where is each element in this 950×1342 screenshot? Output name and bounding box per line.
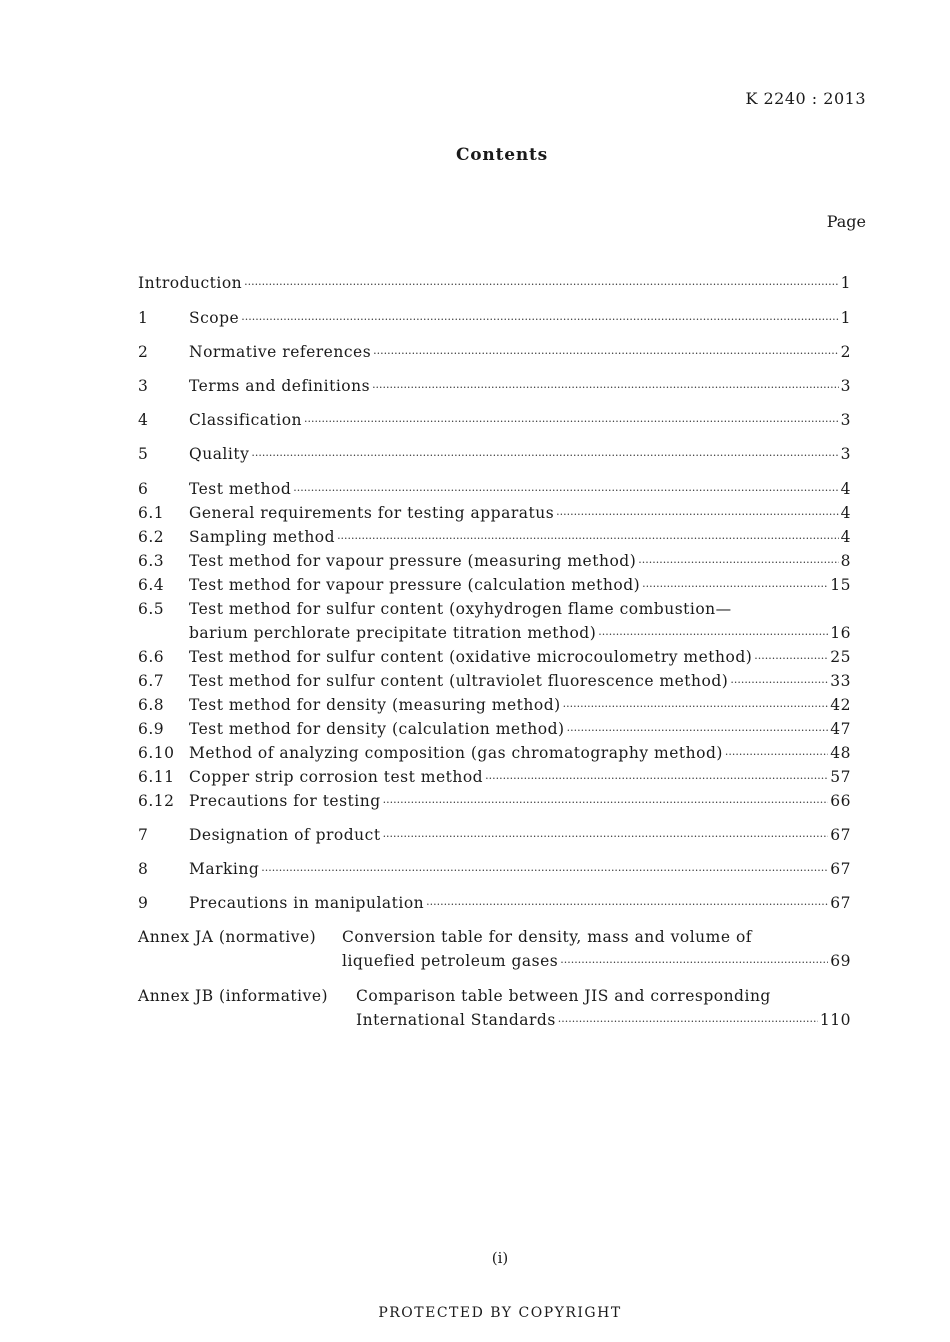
leader-dots xyxy=(304,415,839,428)
toc-entry-page: 57 xyxy=(830,768,851,786)
annex-page: 110 xyxy=(819,1011,851,1029)
leader-dots xyxy=(567,724,829,737)
toc-entry[interactable] xyxy=(138,377,851,399)
toc-entry-page: 4 xyxy=(840,480,851,498)
toc-entry-number: 6.2 xyxy=(138,528,165,546)
leader-dots xyxy=(563,700,829,713)
leader-dots xyxy=(383,796,829,809)
toc-entry-page: 66 xyxy=(830,792,851,810)
leader-dots xyxy=(638,556,838,569)
toc-entry-page: 67 xyxy=(830,860,851,878)
toc-entry[interactable] xyxy=(138,309,851,331)
leader-dots xyxy=(485,772,828,785)
leader-dots xyxy=(372,381,839,394)
toc-entry[interactable] xyxy=(138,480,851,502)
annex-prefix: Annex JB (informative) xyxy=(138,987,329,1005)
toc-entry-label: Test method for sulfur content (ultraviolet fluorescence method) xyxy=(189,672,729,690)
toc-entry-page: 3 xyxy=(840,445,851,463)
toc-entry-number: 6.3 xyxy=(138,552,165,570)
toc-entry[interactable] xyxy=(138,576,851,598)
leader-dots xyxy=(251,449,838,462)
toc-entry-page: 2 xyxy=(840,343,851,361)
toc-entry[interactable] xyxy=(138,648,851,670)
toc-entry-number: 6.9 xyxy=(138,720,165,738)
page-column-heading: Page xyxy=(826,212,866,231)
toc-entry-number: 6.5 xyxy=(138,600,165,618)
toc-entry-page: 67 xyxy=(830,894,851,912)
toc-entry[interactable] xyxy=(138,552,851,574)
leader-dots xyxy=(241,313,838,326)
toc-entry-label: Sampling method xyxy=(189,528,336,546)
leader-dots xyxy=(558,1015,818,1028)
annex-entry[interactable] xyxy=(138,987,851,1009)
annex-title-line1: Conversion table for density, mass and volume of xyxy=(342,928,753,946)
toc-entry-page: 48 xyxy=(830,744,851,762)
toc-entry-number: 6.1 xyxy=(138,504,165,522)
toc-entry-label: Precautions for testing xyxy=(189,792,381,810)
leader-dots xyxy=(725,748,828,761)
toc-entry-page: 25 xyxy=(830,648,851,666)
toc-entry-label: Test method xyxy=(189,480,292,498)
annex-page: 69 xyxy=(830,952,851,970)
toc-entry[interactable] xyxy=(138,744,851,766)
annex-entry-continuation[interactable] xyxy=(138,952,851,974)
toc-entry[interactable] xyxy=(138,672,851,694)
leader-dots xyxy=(598,628,828,641)
toc-entry[interactable] xyxy=(138,411,851,433)
toc-entry-label: Designation of product xyxy=(189,826,381,844)
toc-entry-label: Test method for density (measuring method) xyxy=(189,696,561,714)
toc-entry-label: Marking xyxy=(189,860,260,878)
toc-entry-number: 9 xyxy=(138,894,149,912)
toc-entry-page: 33 xyxy=(830,672,851,690)
toc-entry-label: General requirements for testing apparatus xyxy=(189,504,555,522)
toc-entry-page: 16 xyxy=(830,624,851,642)
toc-entry-page: 1 xyxy=(840,274,851,292)
toc-entry-label: Copper strip corrosion test method xyxy=(189,768,484,786)
toc-entry-number: 4 xyxy=(138,411,149,429)
leader-dots xyxy=(261,864,828,877)
leader-dots xyxy=(426,898,828,911)
toc-entry-label: Test method for vapour pressure (calculation method) xyxy=(189,576,641,594)
annex-entry-continuation[interactable] xyxy=(138,1011,851,1033)
toc-entry-page: 8 xyxy=(840,552,851,570)
toc-entry-label: Method of analyzing composition (gas chromatography method) xyxy=(189,744,723,762)
toc-entry-number: 2 xyxy=(138,343,149,361)
toc-entry-label: Classification xyxy=(189,411,303,429)
toc-entry-continuation[interactable] xyxy=(138,624,851,646)
annex-title-line2: International Standards xyxy=(356,1011,556,1029)
toc-entry-number: 6.12 xyxy=(138,792,175,810)
annex-prefix: Annex JA (normative) xyxy=(138,928,317,946)
toc-entry-number: 5 xyxy=(138,445,149,463)
toc-entry[interactable] xyxy=(138,528,851,550)
toc-entry[interactable] xyxy=(138,445,851,467)
toc-entry-label: Introduction xyxy=(138,274,243,292)
toc-entry-number: 7 xyxy=(138,826,149,844)
copyright-footer: PROTECTED BY COPYRIGHT xyxy=(378,1305,622,1321)
toc-entry[interactable] xyxy=(138,600,851,622)
toc-entry-label: Test method for vapour pressure (measuring method) xyxy=(189,552,637,570)
toc-entry-label: Quality xyxy=(189,445,250,463)
toc-entry-page: 67 xyxy=(830,826,851,844)
toc-entry-page: 1 xyxy=(840,309,851,327)
toc-entry-label: Precautions in manipulation xyxy=(189,894,425,912)
toc-entry-label: Normative references xyxy=(189,343,372,361)
toc-entry-page: 4 xyxy=(840,504,851,522)
leader-dots xyxy=(293,484,838,497)
toc-entry-page: 42 xyxy=(830,696,851,714)
toc-entry-number: 6.10 xyxy=(138,744,175,762)
toc-entry[interactable] xyxy=(138,504,851,526)
toc-entry-number: 6.7 xyxy=(138,672,165,690)
toc-entry[interactable] xyxy=(138,894,851,916)
toc-entry-label: Test method for sulfur content (oxidative microcoulometry method) xyxy=(189,648,753,666)
toc-entry[interactable] xyxy=(138,343,851,365)
toc-entry[interactable] xyxy=(138,860,851,882)
toc-entry[interactable] xyxy=(138,826,851,848)
toc-entry-number: 1 xyxy=(138,309,149,327)
toc-entry-label: Scope xyxy=(189,309,240,327)
toc-entry[interactable] xyxy=(138,720,851,742)
page-number: (i) xyxy=(491,1249,509,1267)
leader-dots xyxy=(244,278,838,291)
toc-entry-page: 15 xyxy=(830,576,851,594)
toc-entry-number: 6.6 xyxy=(138,648,165,666)
toc-entry-number: 6.11 xyxy=(138,768,175,786)
leader-dots xyxy=(730,676,828,689)
leader-dots xyxy=(373,347,838,360)
document-number: K 2240 : 2013 xyxy=(745,89,866,108)
toc-entry-page: 3 xyxy=(840,411,851,429)
toc-entry-label: Test method for sulfur content (oxyhydrogen flame combustion— xyxy=(189,600,732,618)
annex-title-line2: liquefied petroleum gases xyxy=(342,952,559,970)
toc-entry-label: Test method for density (calculation method) xyxy=(189,720,565,738)
toc-entry[interactable] xyxy=(138,696,851,718)
leader-dots xyxy=(556,508,838,521)
toc-entry[interactable] xyxy=(138,792,851,814)
toc-entry-page: 4 xyxy=(840,528,851,546)
page-title: Contents xyxy=(455,145,549,165)
toc-entry-number: 8 xyxy=(138,860,149,878)
leader-dots xyxy=(383,830,829,843)
toc-entry-label: barium perchlorate precipitate titration method) xyxy=(189,624,597,642)
annex-entry[interactable] xyxy=(138,928,851,950)
annex-title-line1: Comparison table between JIS and corresponding xyxy=(356,987,771,1005)
toc-entry[interactable] xyxy=(138,274,851,296)
toc-entry-number: 3 xyxy=(138,377,149,395)
leader-dots xyxy=(642,580,828,593)
toc-entry[interactable] xyxy=(138,768,851,790)
toc-entry-number: 6.4 xyxy=(138,576,165,594)
leader-dots xyxy=(337,532,839,545)
leader-dots xyxy=(560,956,828,969)
toc-entry-page: 47 xyxy=(830,720,851,738)
leader-dots xyxy=(754,652,828,665)
toc-entry-number: 6.8 xyxy=(138,696,165,714)
toc-entry-label: Terms and definitions xyxy=(189,377,371,395)
toc-entry-page: 3 xyxy=(840,377,851,395)
toc-entry-number: 6 xyxy=(138,480,149,498)
